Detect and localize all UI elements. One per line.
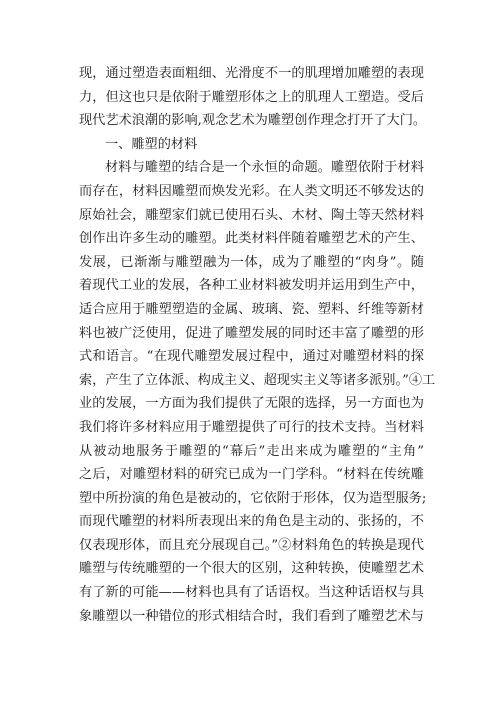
section-heading: 一、雕塑的材料 [105,136,198,152]
intro-paragraph [79,62,427,133]
paragraph-line: 发展，已渐渐与雕塑融为一体，成为了雕塑的“肉身”。随 [79,254,424,270]
paragraph-line: 力，但这也只是依附于雕塑形体之上的肌理人工塑造。受后 [79,89,424,105]
paragraph-line: 料也被广泛使用，促进了雕塑发展的同时还丰富了雕塑的形 [79,325,424,341]
paragraph-line: 着现代工业的发展，各种工业材料被发明并运用到生产中， [79,278,424,294]
paragraph-line: 索，产生了立体派、构成主义、超现实主义等诸多派别。”④工 [79,372,436,388]
paragraph-line: 现代艺术浪潮的影响,观念艺术为雕塑创作理念打开了大门。 [79,113,427,129]
paragraph-line: 适合应用于雕塑塑造的金属、玻璃、瓷、塑料、纤维等新材 [79,301,424,317]
paragraph-line: 象雕塑以一种错位的形式相结合时，我们看到了雕塑艺术与 [79,608,424,624]
document-body [79,62,436,628]
paragraph-line: 现，通过塑造表面粗细、光滑度不一的肌理增加雕塑的表现 [79,66,424,81]
paragraph-line: 而存在，材料因雕塑而焕发光彩。在人类文明还不够发达的 [79,183,424,199]
paragraph-line: 创作出许多生动的雕塑。此类材料伴随着雕塑艺术的产生、 [79,231,424,247]
paragraph-line: 业的发展，一方面为我们提供了无限的选择，另一方面也为 [79,396,424,412]
paragraph-line: 塑中所扮演的角色是被动的，它依附于形体，仅为造型服务; [79,490,427,506]
paragraph-line: 式和语言。“在现代雕塑发展过程中，通过对雕塑材料的探 [79,349,424,365]
paragraph-line: 从被动地服务于雕塑的“幕后”走出来成为雕塑的“主角” [79,443,424,459]
main-paragraph [79,156,436,628]
paragraph-line: 原始社会，雕塑家们就已使用石头、木材、陶土等天然材料 [79,207,424,223]
paragraph-line: 我们将许多材料应用于雕塑提供了可行的技术支持。当材料 [79,419,424,435]
paragraph-line: 有了新的可能——材料也具有了话语权。当这种话语权与具 [79,585,424,601]
paragraph-line: 而现代雕塑的材料所表现出来的角色是主动的、张扬的，不 [79,514,424,530]
paragraph-line: 仅表现形体，而且充分展现自己。”②材料角色的转换是现代 [79,537,424,553]
paragraph-line: 之后，对雕塑材料的研究已成为一门学科。“材料在传统雕 [79,467,424,483]
paragraph-line: 雕塑与传统雕塑的一个很大的区别，这种转换，使雕塑艺术 [79,561,424,577]
paragraph-line: 材料与雕塑的结合是一个永恒的命题。雕塑依附于材料 [105,160,424,176]
